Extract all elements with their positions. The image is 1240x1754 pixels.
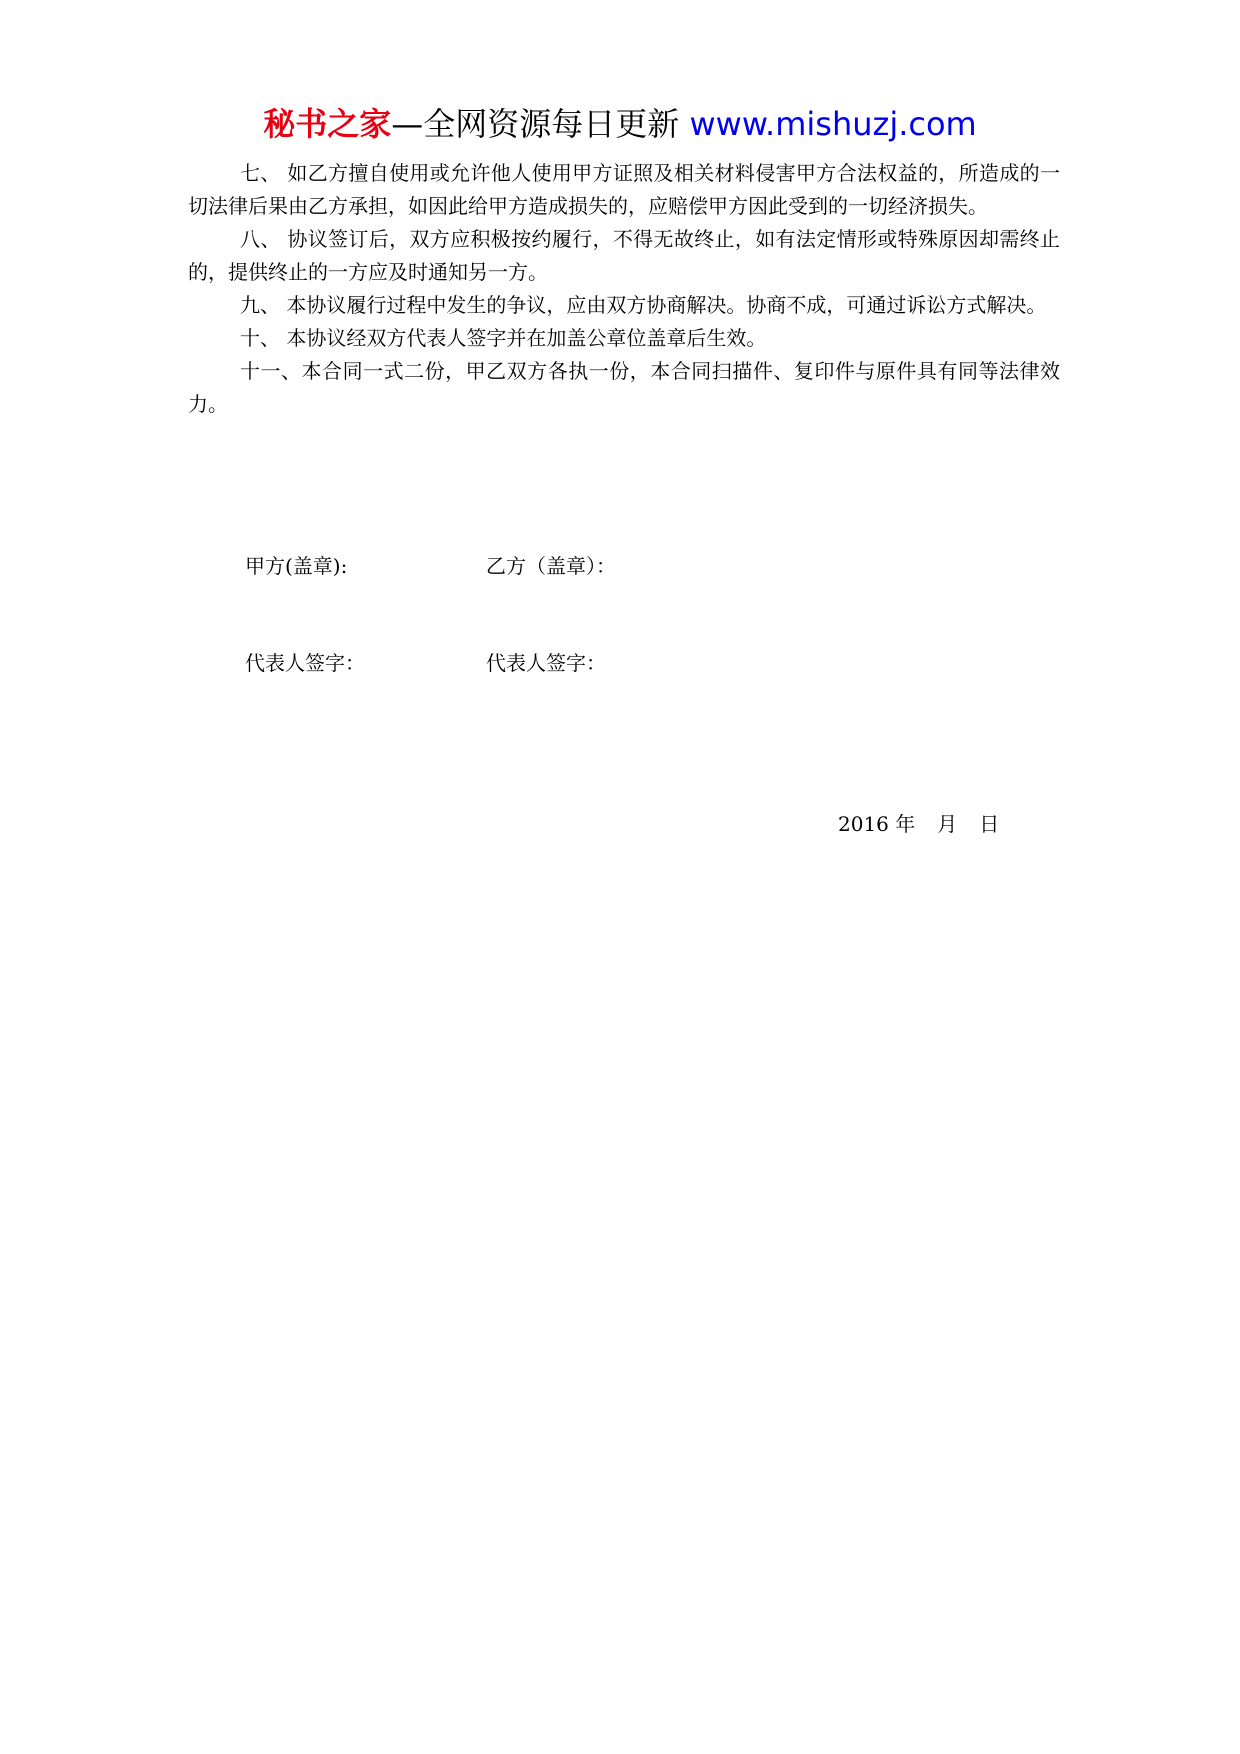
- clause-7: 七、 如乙方擅自使用或允许他人使用甲方证照及相关材料侵害甲方合法权益的，所造成的一切法律后果由乙方承担，如因此给甲方造成损失的，应赔偿甲方因此受到的一切经济损失。: [188, 161, 1060, 218]
- signing-date: [838, 809, 999, 839]
- site-tagline: —全网资源每日更新: [391, 105, 680, 143]
- contract-clauses: [188, 157, 1060, 421]
- site-url-link[interactable]: www.mishuzj.com: [689, 105, 977, 143]
- party-a-seal-label: 甲方(盖章):: [245, 554, 348, 578]
- site-brand: 秘书之家: [263, 105, 392, 143]
- clause-9: 九、 本协议履行过程中发生的争议，应由双方协商解决。协商不成，可通过诉讼方式解决。: [240, 293, 1047, 317]
- clause-11: 十一、本合同一式二份，甲乙双方各执一份，本合同扫描件、复印件与原件具有同等法律效力。: [188, 359, 1060, 416]
- party-a-rep-label: 代表人签字：: [245, 651, 365, 675]
- date-month: 月: [937, 812, 958, 836]
- site-header: [0, 102, 1240, 146]
- clause-10: 十、 本协议经双方代表人签字并在加盖公章位盖章后生效。: [240, 326, 767, 350]
- date-year: 2016 年: [838, 812, 916, 836]
- date-day: 日: [979, 812, 1000, 836]
- party-b-rep-label: 代表人签字：: [486, 651, 606, 675]
- party-b-seal-label: 乙方（盖章）：: [486, 554, 616, 578]
- clause-8: 八、 协议签订后，双方应积极按约履行，不得无故终止，如有法定情形或特殊原因却需终止的，提供终止的一方应及时通知另一方。: [188, 227, 1060, 284]
